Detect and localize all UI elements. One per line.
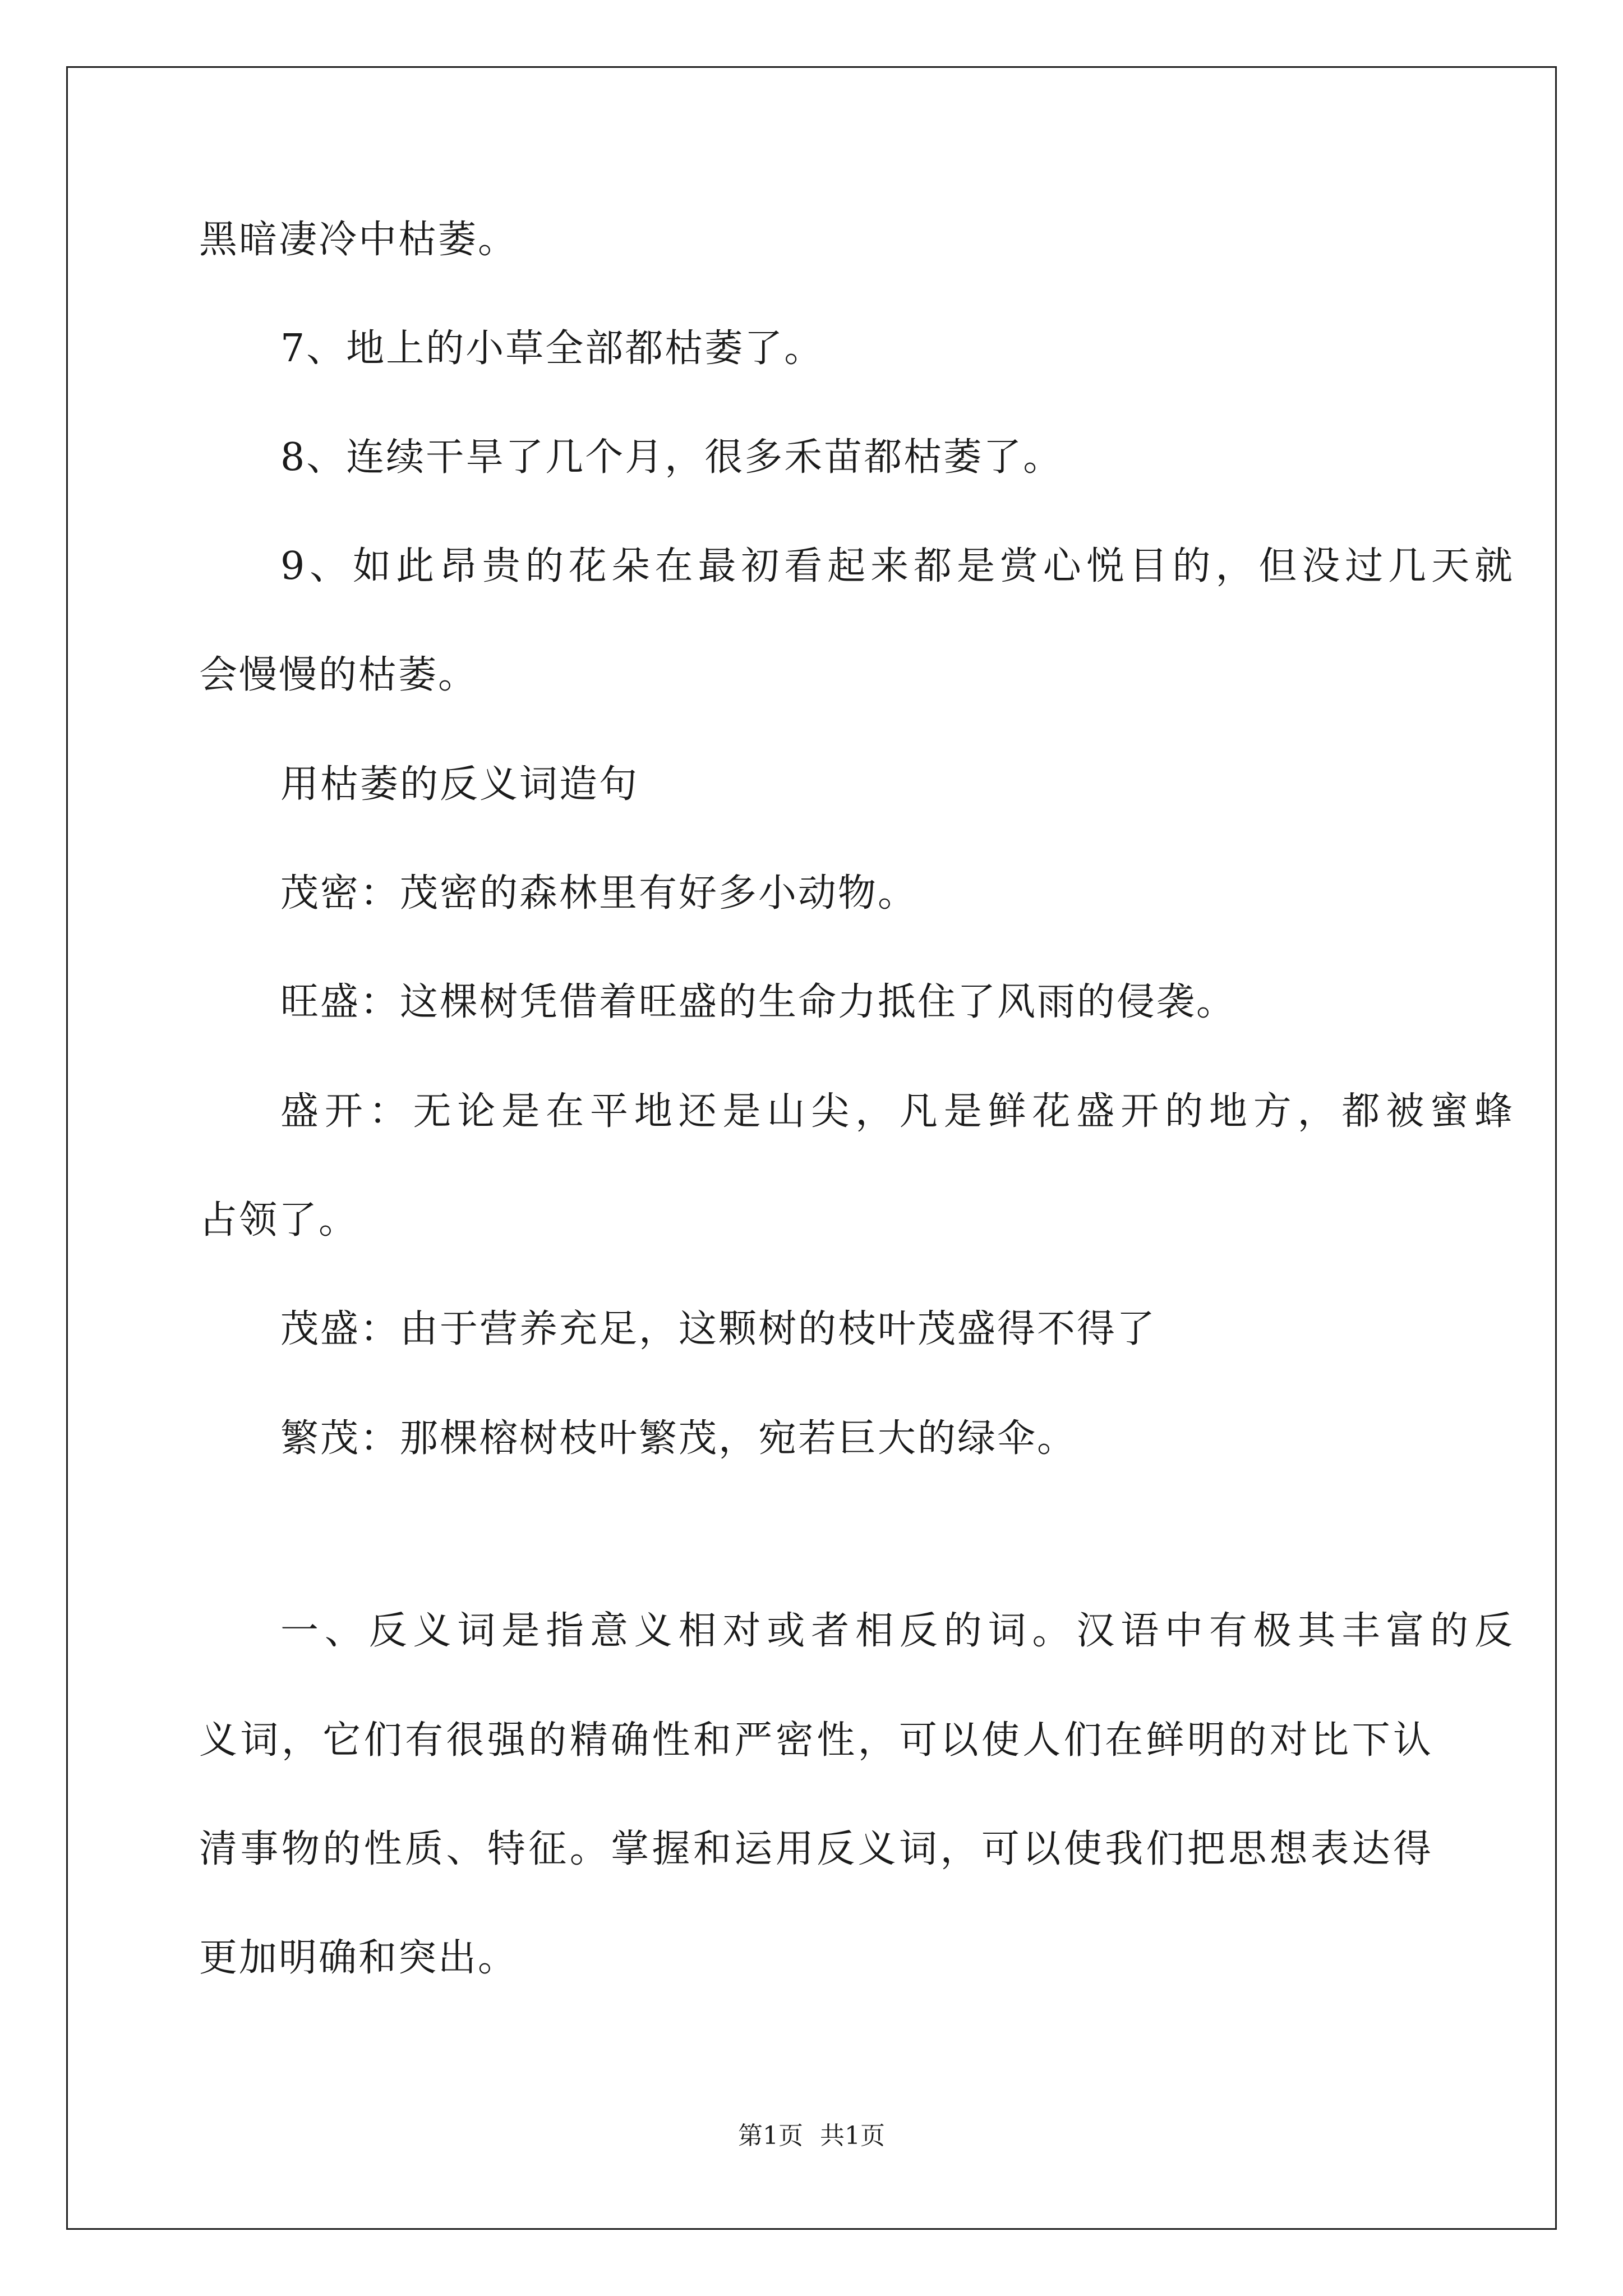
text-line: 8、连续干旱了几个月，很多禾苗都枯萎了。 [280, 435, 1063, 480]
text-line: 黑暗凄冷中枯萎。 [199, 218, 518, 262]
page-number: 第1页 [738, 2122, 803, 2150]
text-line: 繁茂：那棵榕树枝叶繁茂，宛若巨大的绿伞。 [280, 1416, 1077, 1461]
page-footer [0, 2119, 1623, 2153]
text-line: 旺盛：这棵树凭借着旺盛的生命力抵住了风雨的侵袭。 [280, 980, 1237, 1024]
text-line: 会慢慢的枯萎。 [199, 653, 478, 697]
text-line: 清事物的性质、特征。掌握和运用反义词，可以使我们把思想表达得 [199, 1827, 1433, 1871]
text-line: 茂盛：由于营养充足，这颗树的枝叶茂盛得不得了 [280, 1307, 1157, 1351]
text-line: 一、反义词是指意义相对或者相反的词。汉语中有极其丰富的反 [280, 1609, 1514, 1653]
text-line: 占领了。 [199, 1198, 359, 1243]
text-line: 义词，它们有很强的精确性和严密性，可以使人们在鲜明的对比下认 [199, 1718, 1433, 1763]
text-line: 更加明确和突出。 [199, 1936, 518, 1980]
text-line: 9、如此昂贵的花朵在最初看起来都是赏心悦目的，但没过几天就 [280, 544, 1514, 588]
text-line: 茂密：茂密的森林里有好多小动物。 [280, 871, 918, 915]
page-total: 共1页 [820, 2122, 885, 2150]
page-border [66, 66, 1557, 2230]
text-line: 盛开：无论是在平地还是山尖，凡是鲜花盛开的地方，都被蜜蜂 [280, 1089, 1514, 1134]
text-line: 7、地上的小草全部都枯萎了。 [280, 326, 824, 371]
section-heading: 用枯萎的反义词造句 [280, 762, 639, 807]
